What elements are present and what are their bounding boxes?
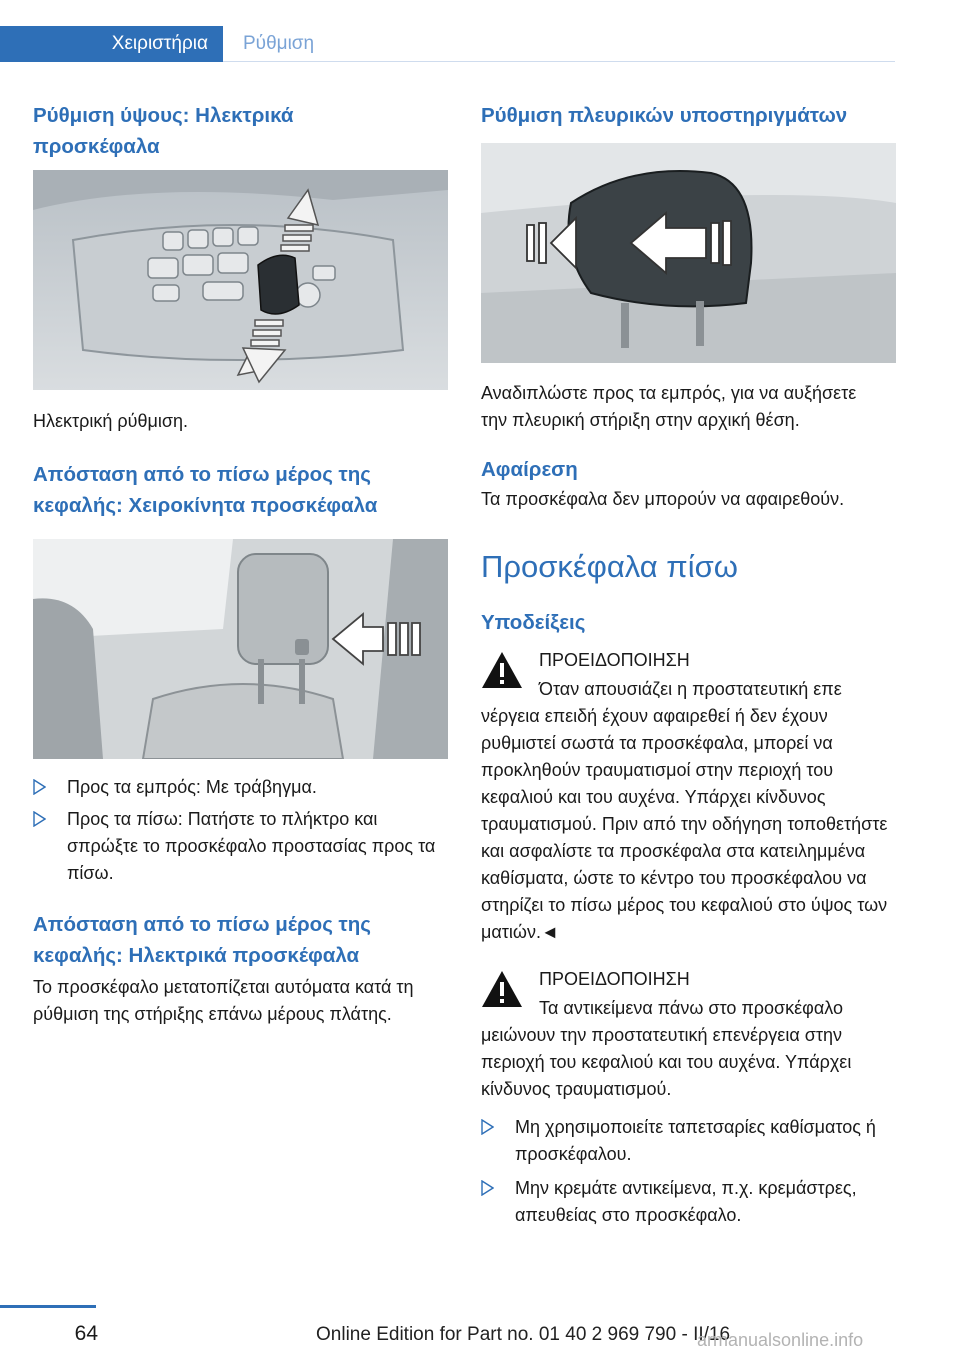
triangle-bullet-icon [33,811,46,827]
tab-adjustment[interactable]: Ρύθμιση [243,33,315,54]
list-rear-headrests [481,1114,897,1229]
header-tabs [0,26,895,62]
text-removal: Τα προσκέφαλα δεν μπορούν να αφαιρεθούν. [481,489,845,509]
list-item [481,1175,897,1229]
list-item [33,806,449,887]
triangle-bullet-icon [481,1180,494,1196]
heading-rear-headrests: Προσκέφαλα πίσω [481,549,738,584]
warning-box-2 [481,966,897,1103]
watermark: armanualsonline.info [697,1330,864,1350]
triangle-bullet-icon [481,1119,494,1135]
list-manual-adjust [33,774,449,887]
list-item [33,774,449,801]
heading-side-supports: Ρύθμιση πλευρικών υποστηριγμάτων [481,104,848,127]
edition-text: Online Edition for Part no. 01 40 2 969 790 - II/16 [316,1324,731,1345]
heading-notes: Υποδείξεις [481,611,586,634]
page-number: 64 [74,1322,98,1345]
triangle-bullet-icon [33,779,46,795]
list-item-text: Προς τα εμπρός: Με τράβηγμα. [67,777,317,797]
right-column [481,100,897,1229]
warning-triangle-icon [481,651,523,689]
warning-triangle-icon [481,970,523,1008]
footer-rule [0,1305,96,1308]
warning-line: Τα αντικείμενα πάνω στο προσκέφαλο [539,998,843,1018]
caption-electric: Ηλεκτρική ρύθμιση. [33,411,188,431]
warning-title: ΠΡΟΕΙΔΟΠΟΙΗΣΗ [539,650,690,670]
list-item-text: Μην κρεμάτε αντικείμενα, π.χ. κρεμάστρες, απευθείας στο προσκέφαλο. [515,1178,857,1225]
figure-manual-headrest [33,539,448,759]
heading-removal: Αφαίρεση [481,458,578,481]
heading-distance-electric: Απόσταση από το πίσω μέρος της κεφαλής: Ηλεκτρικά προσκέφαλα [33,913,371,967]
warning-text: μειώνουν την προστατευτική επενέργεια στην περιοχή του κεφαλιού και του αυχένα. Υπάρχει κίνδυνος τραυματισμού. [481,1025,852,1099]
warning-title: ΠΡΟΕΙΔΟΠΟΙΗΣΗ [539,969,690,989]
left-column [33,100,449,1028]
list-item-text: Προς τα πίσω: Πατήστε το πλήκτρο και σπρώξτε το προσκέφαλο προστασίας προς τα πίσω. [67,809,436,883]
text-side-supports: Αναδιπλώστε προς τα εμπρός, για να αυξήσετε την πλευρική στήριξη στην αρχική θέση. [481,383,857,430]
list-item-text: Μη χρησιμοποιείτε ταπετσαρίες καθίσματος ή προσκέφαλου. [515,1117,876,1164]
tab-controls[interactable]: Χειριστήρια [0,26,223,62]
text-electric: Το προσκέφαλο μετατοπίζεται αυτόματα κατά τη ρύθμιση της στήριξης επάνω μέρους πλάτης. [33,977,414,1024]
list-item [481,1114,897,1168]
figure-seat-switch [33,170,448,390]
heading-distance-manual: Απόσταση από το πίσω μέρος της κεφαλής: Χειροκίνητα προσκέφαλα [33,463,378,517]
warning-text: νέργεια επειδή έχουν αφαιρεθεί ή δεν έχουν ρυθμιστεί σωστά τα προσκέφαλα, μπορεί να προκληθούν τραυματισμοί στην περιοχή του κεφαλιού και του αυχένα. Υπάρχει κίνδυνος τραυματισμού. Πριν από την οδήγηση τοποθετήστε και ασφαλίστε τα προσκέφαλα στα κατειλημμένα καθίσματα, ώστε το κέντρο του προσκέφαλου να στηρίζει το πίσω μέρος του κεφαλιού στο ύψος των ματιών.◄ [481,706,888,942]
warning-box-1 [481,647,897,946]
warning-line: Όταν απουσιάζει η προστατευτική επε [539,679,842,699]
header-rule [223,61,895,62]
figure-side-supports [481,143,896,363]
heading-height-electric: Ρύθμιση ύψους: Ηλεκτρικά προσκέφαλα [33,104,294,158]
